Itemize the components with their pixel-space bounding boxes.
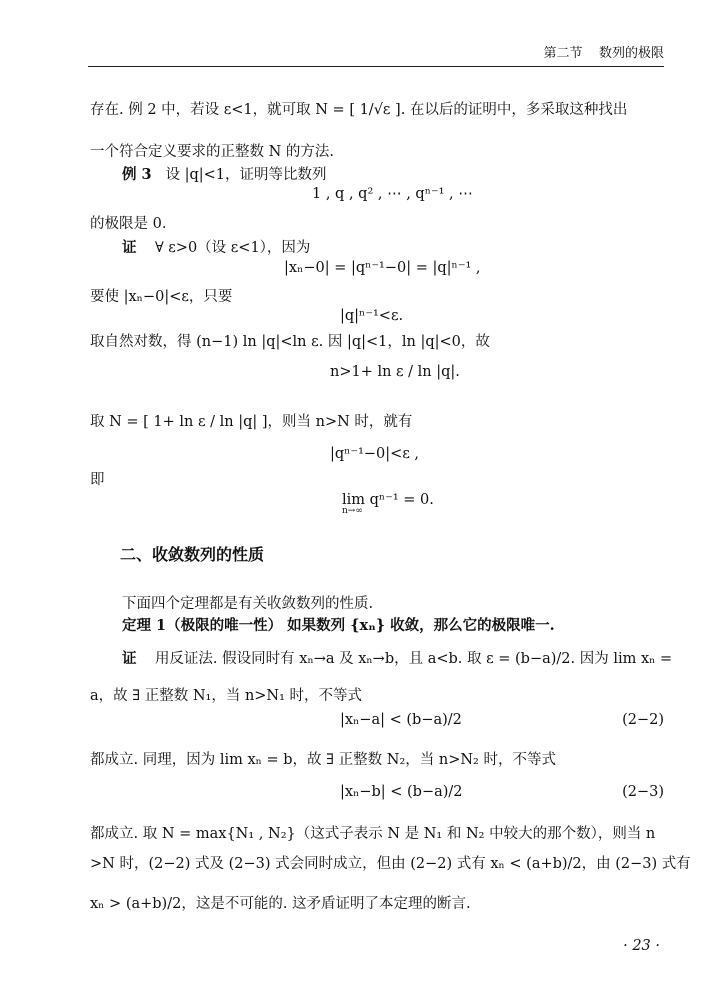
page-number: · 23 · (623, 938, 660, 954)
formula: |q|ⁿ⁻¹<ε. (340, 308, 404, 324)
example-label: 例 3 (122, 166, 152, 183)
text-line: 都成立. 取 N = max{N₁ , N₂}（这式子表示 N 是 N₁ 和 N₂ 中较大的那个数），则当 n (90, 826, 656, 842)
text-line: 取自然对数，得 (n−1) ln |q|<ln ε. 因 |q|<1，ln |q|<0，故 (90, 334, 490, 350)
header-title: 数列的极限 (598, 46, 664, 61)
header-section: 第二节 (543, 46, 583, 61)
proof-text: ∀ ε>0（设 ε<1），因为 (154, 240, 311, 256)
proof-label: 证 (122, 239, 137, 256)
equation-number: (2−2) (622, 712, 664, 728)
example-text: 设 |q|<1，证明等比数列 (165, 167, 327, 183)
proof-line (122, 647, 672, 668)
text-line: 存在. 例 2 中，若设 ε<1，就可取 N = [ 1/√ε ]. 在以后的证明中，多采取这种找出 (90, 102, 628, 118)
running-header (543, 42, 664, 61)
limit-subscript: n→∞ (342, 506, 363, 516)
text-line: 要使 |xₙ−0|<ε，只要 (90, 289, 233, 305)
text-line: 都成立. 同理，因为 lim xₙ = b，故 ∃ 正整数 N₂，当 n>N₂ 时，不等式 (90, 752, 556, 768)
sequence-formula: 1 , q , q² , ⋯ , qⁿ⁻¹ , ⋯ (312, 186, 473, 202)
proof-text: 用反证法. 假设同时有 xₙ→a 及 xₙ→b，且 a<b. 取 ε = (b−a)/2. 因为 lim xₙ = (154, 651, 673, 667)
proof-line (122, 236, 310, 257)
formula: n>1+ ln ε / ln |q|. (330, 364, 460, 380)
text-line: 取 N = [ 1+ ln ε / ln |q| ]，则当 n>N 时，就有 (90, 414, 413, 430)
text-line: 下面四个定理都是有关收敛数列的性质. (122, 596, 374, 612)
formula: |qⁿ⁻¹−0|<ε , (330, 446, 420, 462)
equation-2-2: |xₙ−a| < (b−a)/2 (340, 712, 462, 728)
text-line: a，故 ∃ 正整数 N₁，当 n>N₁ 时，不等式 (90, 688, 363, 704)
text-line: 一个符合定义要求的正整数 N 的方法. (90, 144, 335, 160)
proof-label: 证 (122, 650, 137, 667)
text-line: 即 (90, 472, 105, 488)
text-line: >N 时，(2−2) 式及 (2−3) 式会同时成立，但由 (2−2) 式有 xₙ < (a+b)/2，由 (2−3) 式有 (90, 856, 691, 872)
example-3 (122, 163, 327, 184)
section-title: 二、收敛数列的性质 (120, 545, 265, 564)
header-rule (88, 66, 664, 67)
theorem-1: 定理 1（极限的唯一性） 如果数列 {xₙ} 收敛，那么它的极限唯一. (122, 617, 555, 634)
text-line: 的极限是 0. (90, 216, 167, 232)
formula: lim qⁿ⁻¹ = 0. (342, 492, 434, 508)
text-line: xₙ > (a+b)/2，这是不可能的. 这矛盾证明了本定理的断言. (90, 896, 471, 912)
limit-formula (342, 492, 434, 516)
formula: |xₙ−0| = |qⁿ⁻¹−0| = |q|ⁿ⁻¹ , (284, 260, 481, 276)
equation-2-3: |xₙ−b| < (b−a)/2 (340, 784, 463, 800)
equation-number: (2−3) (622, 784, 664, 800)
